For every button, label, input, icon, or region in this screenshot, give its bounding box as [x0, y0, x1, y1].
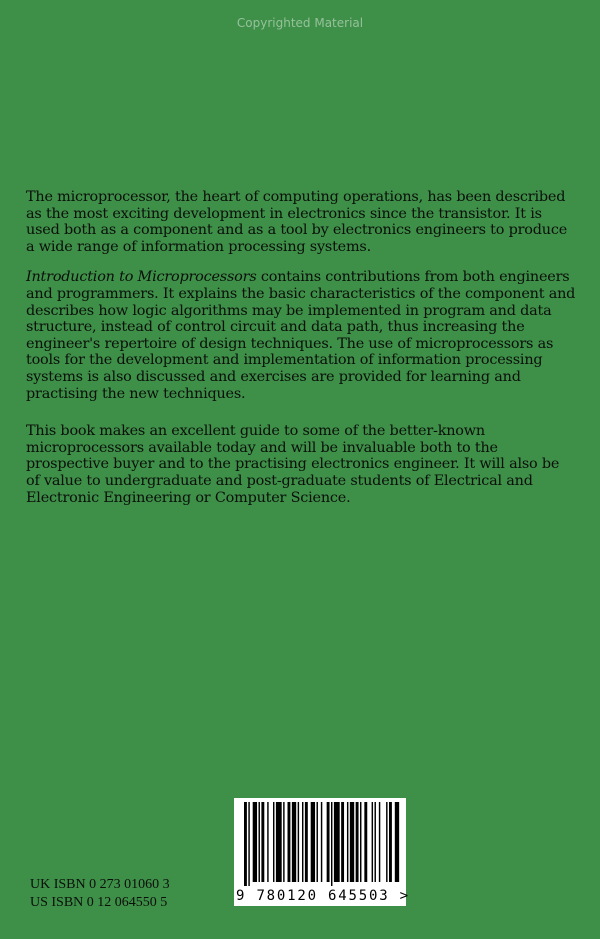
barcode-bar [292, 802, 296, 882]
barcode-bar [386, 802, 387, 882]
us-isbn: US ISBN 0 12 064550 5 [30, 895, 168, 910]
barcode-bar [298, 802, 299, 882]
barcode-bar [389, 802, 392, 882]
barcode-bar [360, 802, 361, 882]
barcode-bar [267, 802, 268, 882]
blurb-paragraph-1: The microprocessor, the heart of computing operations, has been described as the most exciting development in electronics since the transistor. It is used both as a component and as a tool by electronics engineers to produce a wide range of information processing systems. [26, 189, 568, 255]
barcode-bar [356, 802, 359, 882]
barcode-bar [261, 802, 264, 882]
barcode-bar [331, 802, 332, 886]
barcode-bar [244, 802, 247, 886]
barcode-bar [283, 802, 284, 882]
barcode-bar [305, 802, 308, 882]
barcode-digits: 9 780120 645503 > [236, 888, 410, 904]
barcode-bar [288, 802, 291, 882]
barcode-bars [238, 802, 402, 886]
book-title-italic: Introduction to Microprocessors [26, 269, 257, 286]
barcode-bar [327, 802, 330, 882]
barcode-bar [341, 802, 344, 882]
barcode-bar [302, 802, 303, 882]
barcode-bar [395, 802, 399, 882]
barcode-bar [334, 802, 340, 882]
barcode-bar [372, 802, 373, 882]
barcode-bar [273, 802, 274, 882]
barcode-bar [375, 802, 376, 882]
isbn-block [30, 876, 170, 912]
barcode-bar [259, 802, 260, 882]
barcode-bar [321, 802, 322, 882]
uk-isbn: UK ISBN 0 273 01060 3 [30, 877, 170, 892]
blurb-paragraph-2-text: contains contributions from both engineers and programmers. It explains the basic characteristics of the component and describes how logic algorithms may be implemented in program and data structure, instead of control circuit and data path, thus increasing the engineer's repertoire of design techniques. The use of microprocessors as tools for the development and implementation of information processing systems is also discussed and exercises are provided for learning and practising the new techniques. [26, 269, 576, 402]
back-cover-blurb [26, 189, 576, 506]
copyright-watermark: Copyrighted Material [236, 16, 364, 30]
barcode-bar [253, 802, 257, 882]
barcode-bar [311, 802, 315, 882]
barcode-bar [379, 802, 380, 882]
barcode-bar [347, 802, 348, 882]
barcode [234, 798, 410, 906]
barcode-bar [276, 802, 282, 882]
barcode-bar [350, 802, 354, 882]
barcode-bar [364, 802, 367, 882]
blurb-paragraph-2 [26, 269, 576, 402]
barcode-bar [317, 802, 318, 882]
barcode-bar [248, 802, 249, 886]
blurb-paragraph-3: This book makes an excellent guide to some of the better-known microprocessors available today and will be invaluable both to the prospective buyer and to the practising electronics engineer. It will also be of value to undergraduate and post-graduate students of Electrical and Electronic Engineering or Computer Science. [26, 423, 560, 506]
